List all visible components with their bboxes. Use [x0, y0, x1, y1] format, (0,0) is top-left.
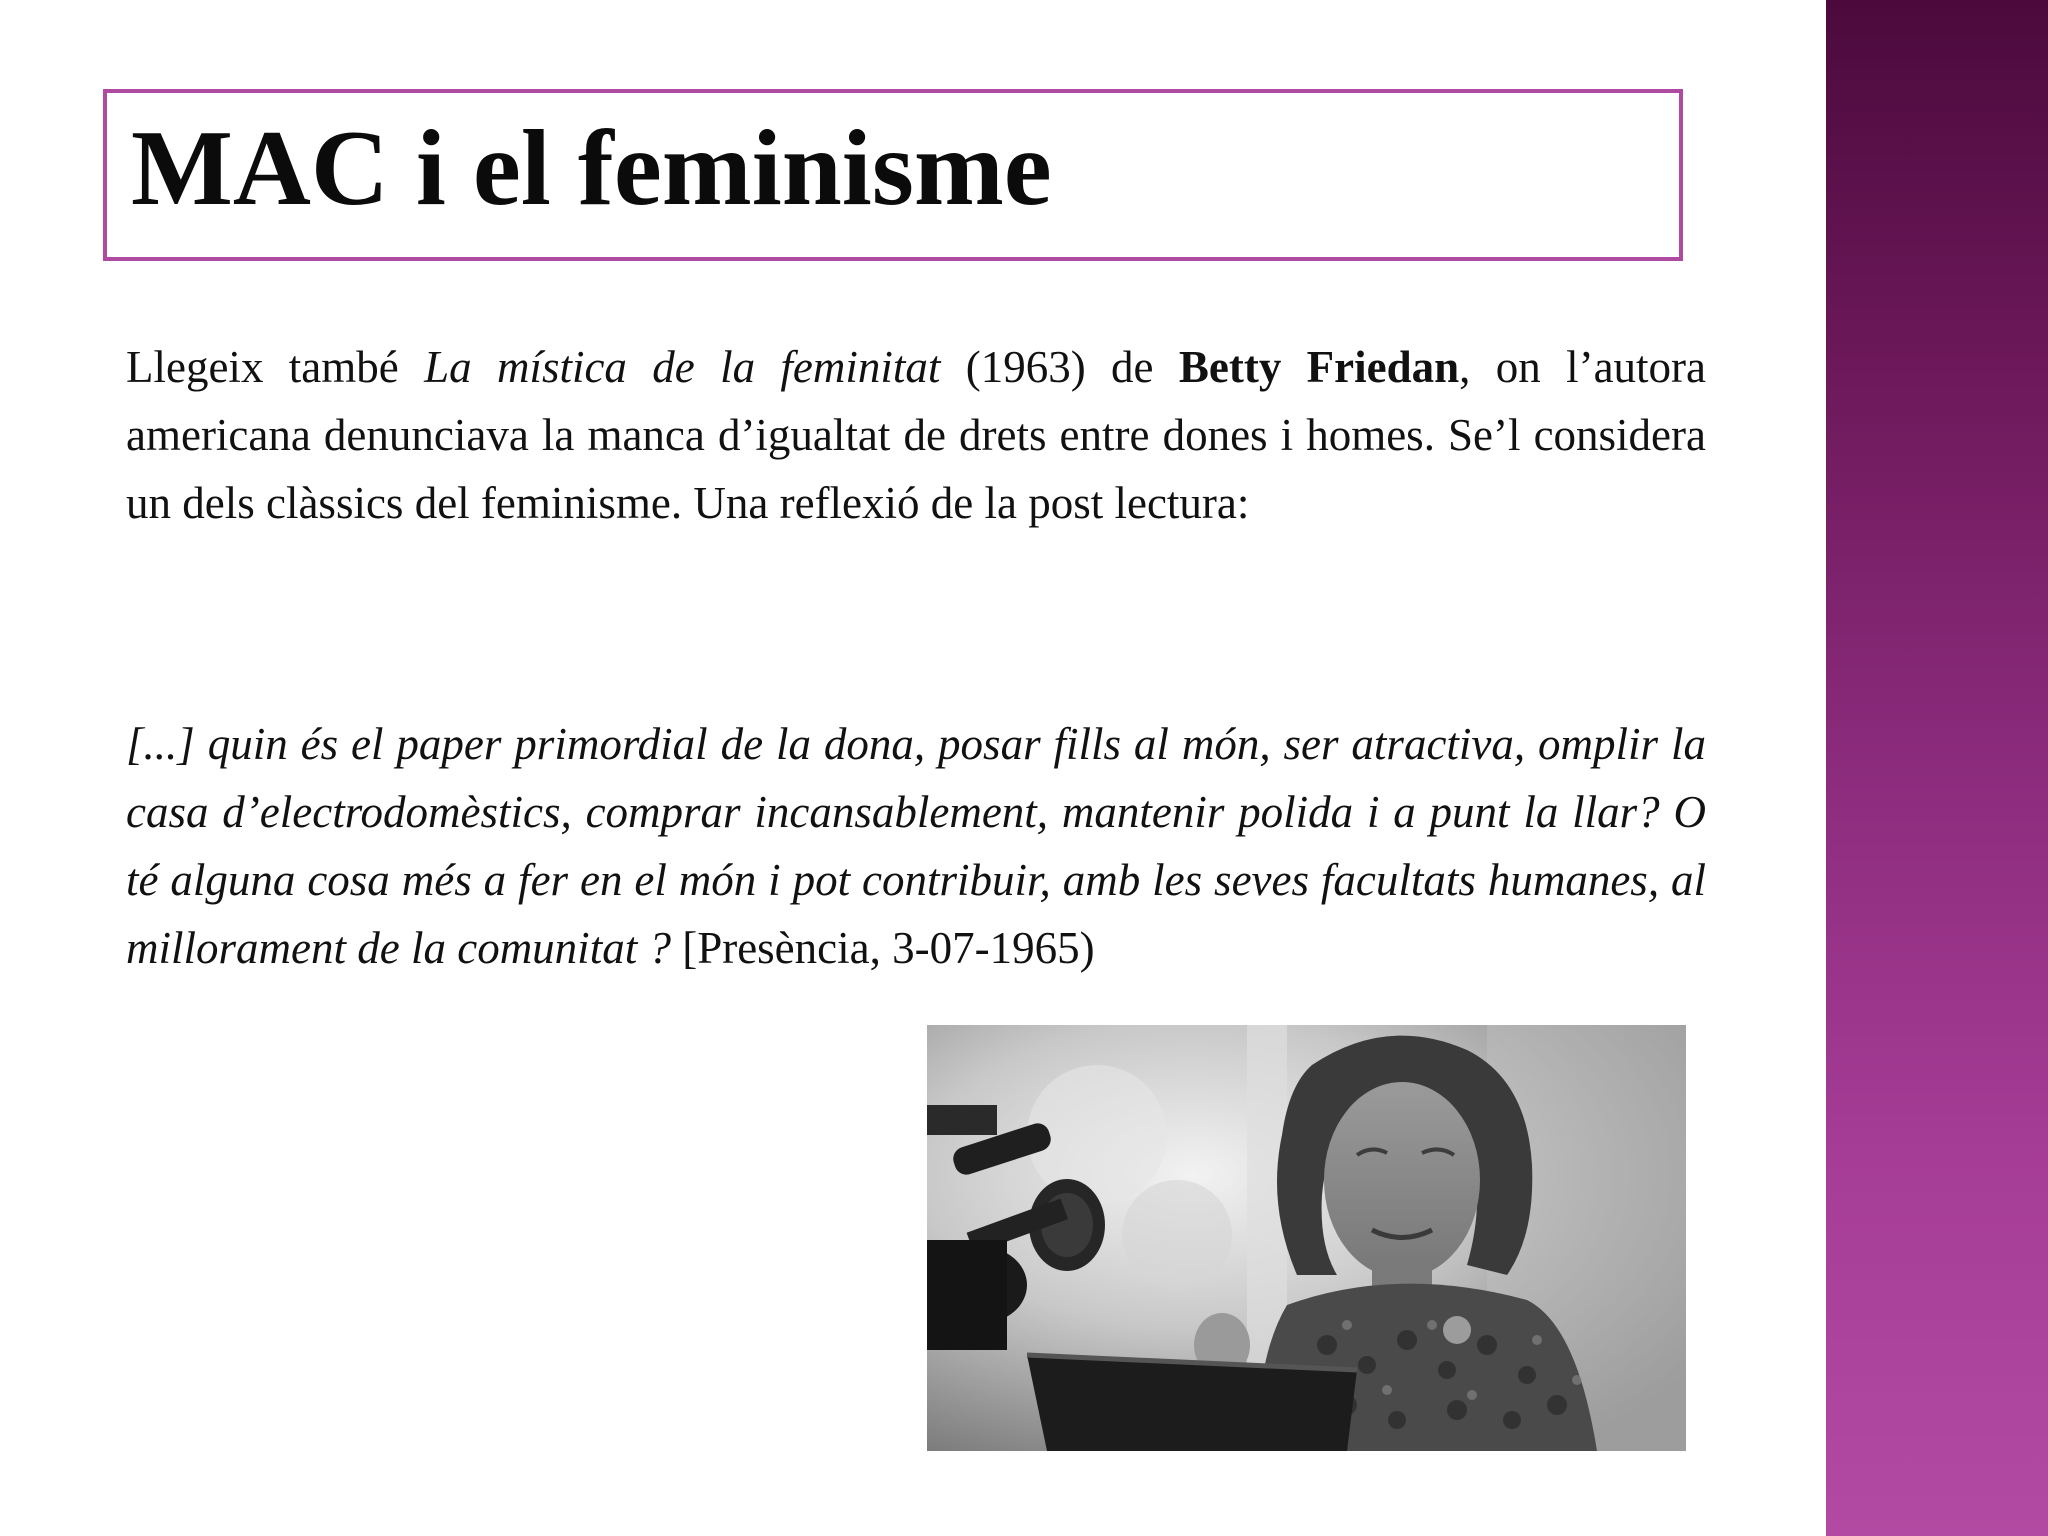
- book-title: La mística de la feminitat: [424, 342, 941, 392]
- photo-illustration: [927, 1025, 1686, 1451]
- author-name: Betty Friedan: [1178, 342, 1460, 392]
- slide-title: MAC i el feminisme: [131, 109, 1052, 228]
- intro-middle: (1963) de: [940, 342, 1179, 392]
- speaker-at-podium-photo: [927, 1025, 1686, 1451]
- title-box: [103, 89, 1683, 261]
- intro-prefix: Llegeix també: [126, 342, 425, 392]
- side-decorative-band: [1826, 0, 2048, 1536]
- intro-paragraph: [126, 333, 1706, 537]
- quote-citation: [Presència, 3-07-1965): [670, 923, 1095, 973]
- intro-suffix: , on l’autora americana denunciava la manca d’igualtat de drets entre dones i homes. Se’l considera un dels clàssics del feminisme. Una reflexió de la post lectura:: [126, 342, 1707, 528]
- quote-paragraph: [126, 710, 1706, 982]
- quote-text: [...] quin és el paper primordial de la dona, posar fills al món, ser atractiva, omplir la casa d’electrodomèstics, comprar incansablement, mantenir polida i a punt la llar? O té alguna cosa més a fer en el món i pot contribuir, amb les seves facultats humanes, al millorament de la comunitat ?: [126, 719, 1706, 973]
